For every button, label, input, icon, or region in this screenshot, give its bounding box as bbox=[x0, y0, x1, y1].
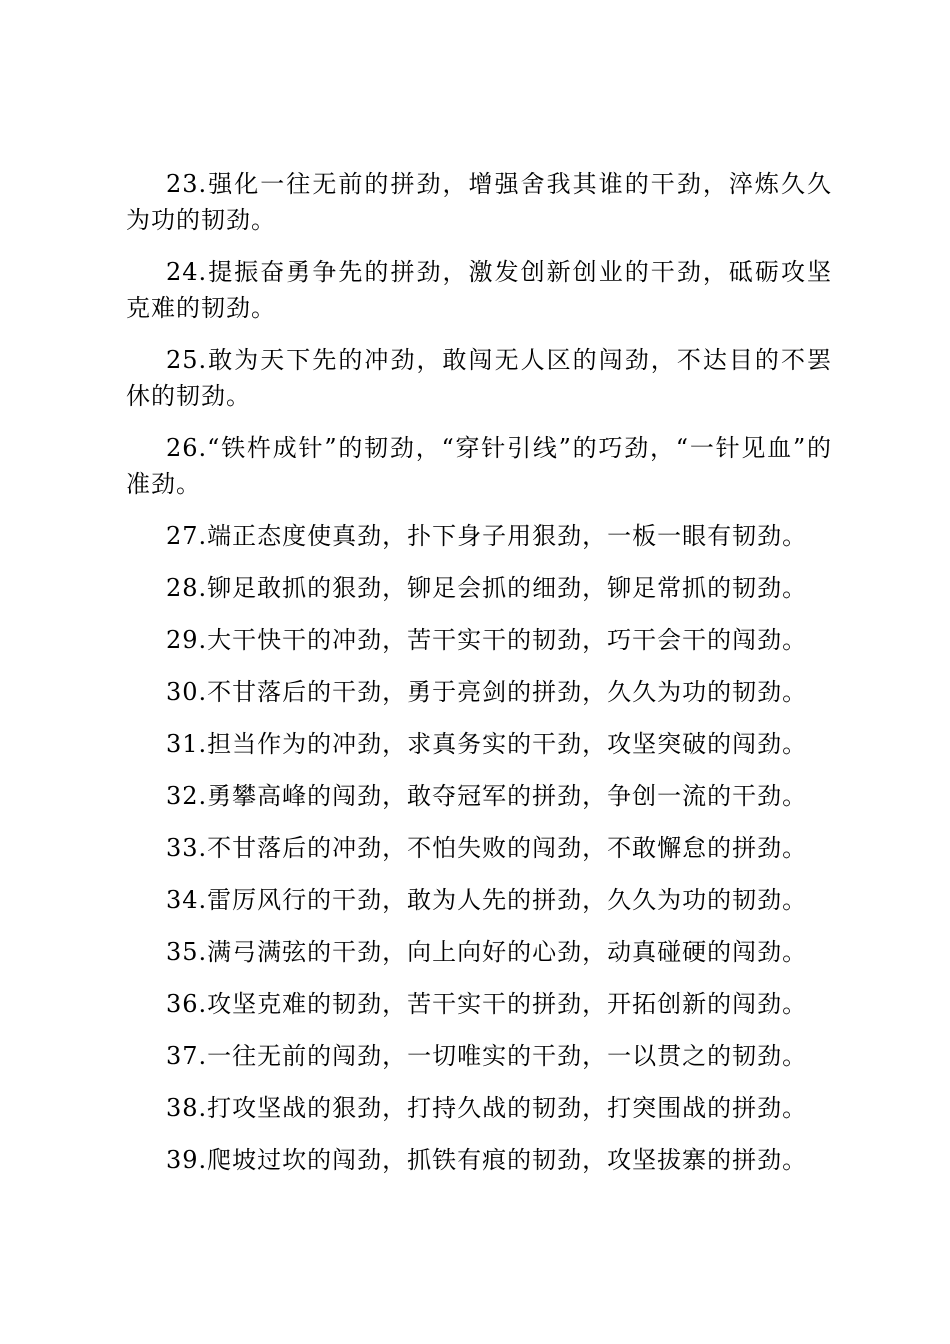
paragraph-23: 23.强化一往无前的拼劲，增强舍我其谁的干劲，淬炼久久为功的韧劲。 bbox=[126, 170, 832, 234]
paragraph-33: 33.不甘落后的冲劲，不怕失败的闯劲，不敢懈怠的拼劲。 bbox=[166, 834, 808, 862]
paragraph-39: 39.爬坡过坎的闯劲，抓铁有痕的韧劲，攻坚拔寨的拼劲。 bbox=[166, 1146, 808, 1174]
paragraph-25: 25.敢为天下先的冲劲，敢闯无人区的闯劲，不达目的不罢休的韧劲。 bbox=[126, 346, 832, 410]
paragraph-31: 31.担当作为的冲劲，求真务实的干劲，攻坚突破的闯劲。 bbox=[166, 730, 808, 758]
paragraph-37: 37.一往无前的闯劲，一切唯实的干劲，一以贯之的韧劲。 bbox=[166, 1042, 808, 1070]
paragraph-35: 35.满弓满弦的干劲，向上向好的心劲，动真碰硬的闯劲。 bbox=[166, 938, 808, 966]
document-body bbox=[126, 166, 832, 1194]
paragraph-27: 27.端正态度使真劲，扑下身子用狠劲，一板一眼有韧劲。 bbox=[166, 522, 808, 550]
paragraph-30: 30.不甘落后的干劲，勇于亮剑的拼劲，久久为功的韧劲。 bbox=[166, 678, 808, 706]
paragraph-28: 28.铆足敢抓的狠劲，铆足会抓的细劲，铆足常抓的韧劲。 bbox=[166, 574, 808, 602]
paragraph-38: 38.打攻坚战的狠劲，打持久战的韧劲，打突围战的拼劲。 bbox=[166, 1094, 808, 1122]
paragraph-29: 29.大干快干的冲劲，苦干实干的韧劲，巧干会干的闯劲。 bbox=[166, 626, 808, 654]
paragraph-26: 26.“铁杵成针”的韧劲，“穿针引线”的巧劲，“一针见血”的准劲。 bbox=[126, 434, 832, 498]
paragraph-34: 34.雷厉风行的干劲，敢为人先的拼劲，久久为功的韧劲。 bbox=[166, 886, 808, 914]
paragraph-36: 36.攻坚克难的韧劲，苦干实干的拼劲，开拓创新的闯劲。 bbox=[166, 990, 808, 1018]
paragraph-24: 24.提振奋勇争先的拼劲，激发创新创业的干劲，砥砺攻坚克难的韧劲。 bbox=[126, 258, 832, 322]
paragraph-32: 32.勇攀高峰的闯劲，敢夺冠军的拼劲，争创一流的干劲。 bbox=[166, 782, 808, 810]
